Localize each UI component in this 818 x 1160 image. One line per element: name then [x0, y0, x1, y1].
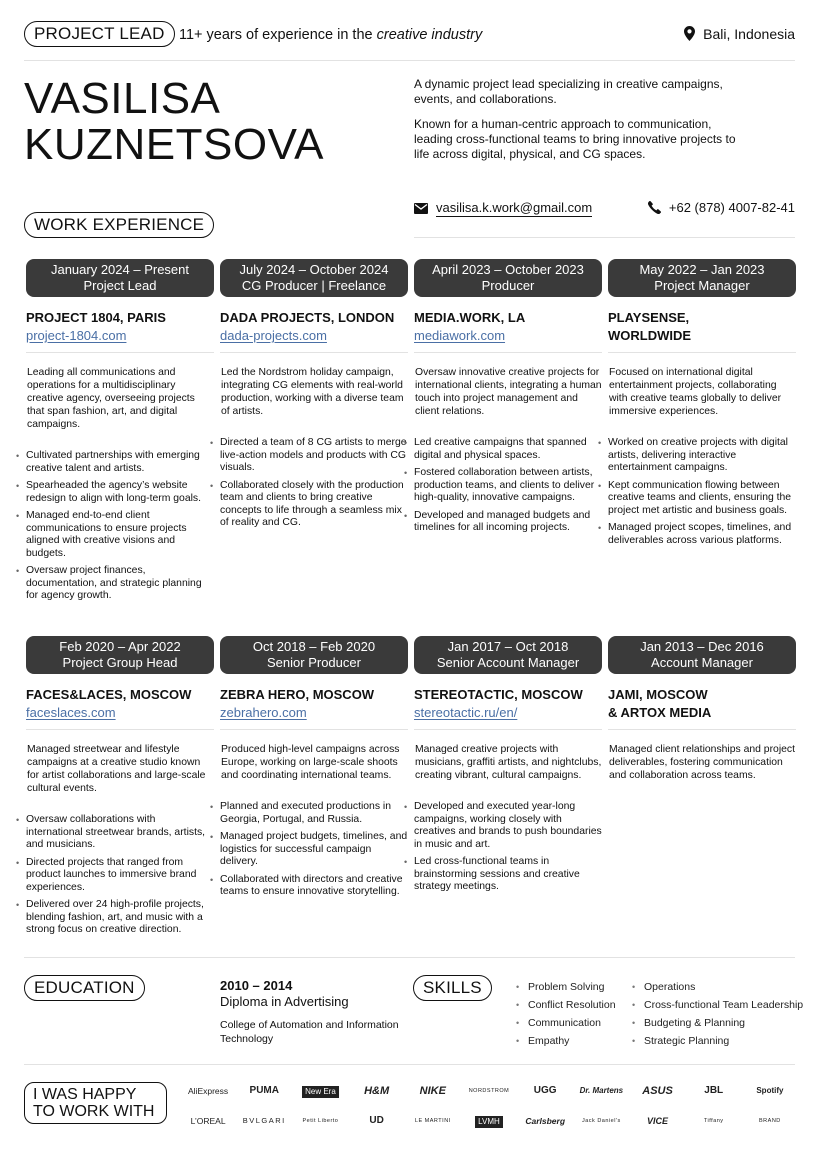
job-bullets: [220, 801, 408, 899]
education-school: College of Automation and Information Technology: [220, 1019, 399, 1045]
nordstrom-logo: NORDSTROM: [468, 1088, 510, 1094]
location-text: Bali, Indonesia: [703, 26, 795, 42]
job-card: [26, 259, 214, 608]
bullet: • Delivered over 24 high-profile projects, blending fashion, art, and music with a strong focus on creative direction.: [26, 899, 214, 937]
job-title: Senior Account Manager: [436, 654, 580, 670]
location: [684, 26, 795, 42]
role-badge: PROJECT LEAD: [24, 21, 175, 47]
header-bar: [24, 21, 795, 51]
ud-logo: UD: [369, 1115, 384, 1126]
job-summary: Focused on international digital entertainment projects, collaborating with creative teams globally to deliver immersive experiences.: [609, 367, 782, 417]
puma-logo: PUMA: [249, 1085, 279, 1096]
full-name: [24, 76, 324, 168]
email-link[interactable]: vasilisa.k.work@gmail.com: [436, 200, 593, 215]
job-card: [414, 259, 602, 540]
bullet: • Managed project scopes, timelines, and deliverables across various platforms.: [608, 522, 796, 547]
divider: [220, 729, 408, 730]
company-name: PROJECT 1804, PARIS: [26, 310, 166, 325]
first-name: VASILISA: [24, 74, 221, 123]
company-link[interactable]: faceslaces.com: [26, 705, 116, 720]
bullet: • Directed projects that ranged from product launches to immersive brand experiences.: [26, 857, 214, 895]
job-card: [26, 636, 214, 942]
spotify-logo: Spotify: [756, 1086, 784, 1095]
company-name: ZEBRA HERO, MOSCOW: [220, 687, 375, 702]
ugg-logo: UGG: [533, 1085, 557, 1096]
skill-item: • Problem Solving: [516, 978, 616, 996]
job-card: [608, 259, 796, 552]
job-card: [220, 636, 408, 904]
job-card: [414, 636, 602, 899]
asus-logo: ASUS: [642, 1085, 673, 1097]
job-summary: Leading all communications and operations for a multidisciplinary creative agency, overseeing projects that span fashion, art, and digital campaigns.: [27, 367, 195, 430]
tagline: 11+ years of experience in the creative industry: [179, 27, 483, 43]
carlsberg-logo: Carlsberg: [525, 1116, 566, 1126]
skill-item: • Empathy: [516, 1032, 616, 1050]
bullet: • Developed and executed year-long campaigns, working closely with creatives and brands to push boundaries in music and art.: [414, 801, 602, 851]
bullet: • Managed end-to-end client communications to ensure projects aligned with creative visions and budgets.: [26, 510, 214, 560]
bullet: • Worked on creative projects with digital artists, delivering interactive entertainment campaigns.: [608, 437, 796, 475]
job-bullets: [220, 437, 408, 530]
job-dates: Jan 2017 – Oct 2018: [447, 639, 569, 654]
envelope-icon: [414, 203, 428, 214]
job-header: [608, 259, 796, 297]
intro-paragraph-2: Known for a human-centric approach to communication, leading cross-functional teams to bring innovative projects to life across digital, physical, and CG spaces.: [414, 117, 736, 161]
dr-martens-logo: Dr. Martens: [579, 1086, 624, 1095]
job-summary: Managed creative projects with musicians, graffiti artists, and nightclubs, creating vibrant, cultural campaigns.: [415, 744, 602, 781]
email-contact[interactable]: [414, 200, 592, 215]
bullet: • Fostered collaboration between artists, production teams, and clients to deliver high-quality, innovative campaigns.: [414, 467, 602, 505]
work-experience-heading: WORK EXPERIENCE: [24, 212, 214, 238]
company-name: MEDIA.WORK, LA: [414, 310, 526, 325]
skills-heading: SKILLS: [413, 975, 492, 1001]
job-header: [414, 259, 602, 297]
job-header: [26, 259, 214, 297]
job-dates: July 2024 – October 2024: [239, 262, 389, 277]
skill-item: • Budgeting & Planning: [632, 1014, 803, 1032]
aliexpress-logo: AliExpress: [188, 1086, 229, 1096]
job-card: [608, 636, 796, 782]
bullet: • Oversaw collaborations with international streetwear brands, artists, and musicians.: [26, 814, 214, 852]
header-divider: [24, 60, 795, 61]
jack-daniels-logo: Jack Daniel's: [581, 1118, 621, 1124]
last-name: KUZNETSOVA: [24, 120, 325, 169]
job-header: [414, 636, 602, 674]
section-divider: [24, 1064, 795, 1065]
job-dates: January 2024 – Present: [50, 262, 190, 277]
le-martini-logo: LE MARTINI: [414, 1118, 451, 1124]
job-summary: Produced high-level campaigns across Europe, working on large-scale shoots and coordinating international teams.: [221, 744, 400, 781]
job-title: Producer: [481, 277, 535, 293]
divider: [220, 352, 408, 353]
bullet: • Kept communication flowing between creative teams and clients, ensuring the project met artistic and business goals.: [608, 480, 796, 518]
job-summary: Managed streetwear and lifestyle campaigns at a creative studio known for artist collaborations and large-scale cultural events.: [27, 744, 206, 794]
job-summary: Led the Nordstrom holiday campaign, integrating CG elements with real-world production, working with a diverse team of artists.: [221, 367, 404, 417]
intro-paragraph-1: A dynamic project lead specializing in creative campaigns, events, and collaborations.: [414, 77, 723, 106]
client-logos-row-1: [180, 1080, 798, 1102]
divider: [414, 729, 602, 730]
job-bullets: [414, 801, 602, 894]
job-header: [220, 259, 408, 297]
bullet: • Led cross-functional teams in brainstorming sessions and creative strategy meetings.: [414, 856, 602, 894]
company-link[interactable]: mediawork.com: [414, 328, 506, 343]
divider: [608, 352, 796, 353]
location-pin-icon: [684, 26, 695, 41]
divider: [26, 729, 214, 730]
contact-divider: [414, 237, 795, 238]
job-title: Project Group Head: [62, 654, 178, 670]
job-header: [608, 636, 796, 674]
company-link[interactable]: zebrahero.com: [220, 705, 307, 720]
phone-text[interactable]: +62 (878) 4007-82-41: [668, 200, 795, 215]
loreal-logo: L’OREAL: [190, 1116, 226, 1126]
job-card: [220, 259, 408, 535]
bullet: • Developed and managed budgets and timelines for all incoming projects.: [414, 510, 602, 535]
bullet: • Collaborated with directors and creative teams to ensure innovative storytelling.: [220, 874, 408, 899]
company-name: STEREOTACTIC, MOSCOW: [414, 687, 583, 702]
phone-icon: [648, 201, 661, 214]
skills-list-2: [632, 978, 803, 1050]
job-summary: Oversaw innovative creative projects for international clients, integrating a human touch into project management and client relations.: [415, 367, 602, 417]
phone-contact[interactable]: [648, 200, 795, 215]
divider: [414, 352, 602, 353]
bullet: • Spearheaded the agency’s website redesign to align with long-term goals.: [26, 480, 214, 505]
company-name: JAMI, MOSCOW & ARTOX MEDIA: [608, 687, 712, 720]
clients-heading: [24, 1082, 167, 1124]
company-link[interactable]: stereotactic.ru/en/: [414, 705, 518, 720]
job-bullets: [26, 814, 214, 937]
job-dates: April 2023 – October 2023: [432, 262, 584, 277]
job-dates: May 2022 – Jan 2023: [639, 262, 765, 277]
lvmh-logo: LVMH: [461, 1110, 517, 1132]
tiffany-logo: Tiffany: [703, 1118, 724, 1124]
job-title: CG Producer | Freelance: [241, 277, 387, 293]
job-bullets: [414, 437, 602, 535]
job-title: Project Manager: [654, 277, 750, 293]
hm-logo: H&M: [364, 1085, 390, 1097]
brand-logo: BRAND: [759, 1118, 781, 1124]
company-name: FACES&LACES, MOSCOW: [26, 687, 192, 702]
client-logos-row-2: [180, 1110, 798, 1132]
job-dates: Feb 2020 – Apr 2022: [59, 639, 181, 654]
intro: [414, 77, 744, 162]
job-header: [26, 636, 214, 674]
petit-liberto-logo: Petit Liberto: [302, 1118, 339, 1124]
skills-list-1: [516, 978, 616, 1050]
vice-logo: VICE: [647, 1116, 669, 1126]
bullet: • Managed project budgets, timelines, and logistics for successful campaign delivery.: [220, 831, 408, 869]
section-divider: [24, 957, 795, 958]
education-degree: Diploma in Advertising: [220, 994, 349, 1009]
skill-item: • Conflict Resolution: [516, 996, 616, 1014]
bullet: • Collaborated closely with the production team and clients to bring creative concepts to life through a seamless mix of reality and CG.: [220, 480, 408, 530]
bullet: • Directed a team of 8 CG artists to merge live-action models and products with CG visuals.: [220, 437, 408, 475]
nike-logo: NIKE: [419, 1085, 446, 1097]
job-title: Project Lead: [83, 277, 157, 293]
job-bullets: [26, 450, 214, 603]
skill-item: • Communication: [516, 1014, 616, 1032]
company-name: PLAYSENSE, WORLDWIDE: [608, 310, 692, 343]
job-header: [220, 636, 408, 674]
bvlgari-logo: BVLGARI: [242, 1116, 286, 1125]
job-bullets: [608, 437, 796, 547]
job-dates: Oct 2018 – Feb 2020: [252, 639, 376, 654]
education-years: 2010 – 2014: [220, 978, 293, 993]
education-heading: EDUCATION: [24, 975, 145, 1001]
jbl-logo: JBL: [704, 1085, 724, 1096]
job-title: Account Manager: [651, 654, 753, 670]
divider: [26, 352, 214, 353]
company-link[interactable]: dada-projects.com: [220, 328, 327, 343]
company-name: DADA PROJECTS, LONDON: [220, 310, 395, 325]
skill-item: • Operations: [632, 978, 803, 996]
skill-item: • Strategic Planning: [632, 1032, 803, 1050]
bullet: • Cultivated partnerships with emerging creative talent and artists.: [26, 450, 214, 475]
skill-item: • Cross-functional Team Leadership: [632, 996, 803, 1014]
job-title: Senior Producer: [267, 654, 361, 670]
bullet: • Oversaw project finances, documentation, and strategic planning for agency growth.: [26, 565, 214, 603]
new-era-logo: New Era: [292, 1080, 348, 1102]
divider: [608, 729, 796, 730]
bullet: • Led creative campaigns that spanned digital and physical spaces.: [414, 437, 602, 462]
clients-heading-text: I WAS HAPPY TO WORK WITH: [33, 1086, 155, 1120]
job-dates: Jan 2013 – Dec 2016: [640, 639, 764, 654]
job-summary: Managed client relationships and project deliverables, fostering communication and collaboration across teams.: [609, 744, 795, 781]
bullet: • Planned and executed productions in Georgia, Portugal, and Russia.: [220, 801, 408, 826]
company-link[interactable]: project-1804.com: [26, 328, 127, 343]
